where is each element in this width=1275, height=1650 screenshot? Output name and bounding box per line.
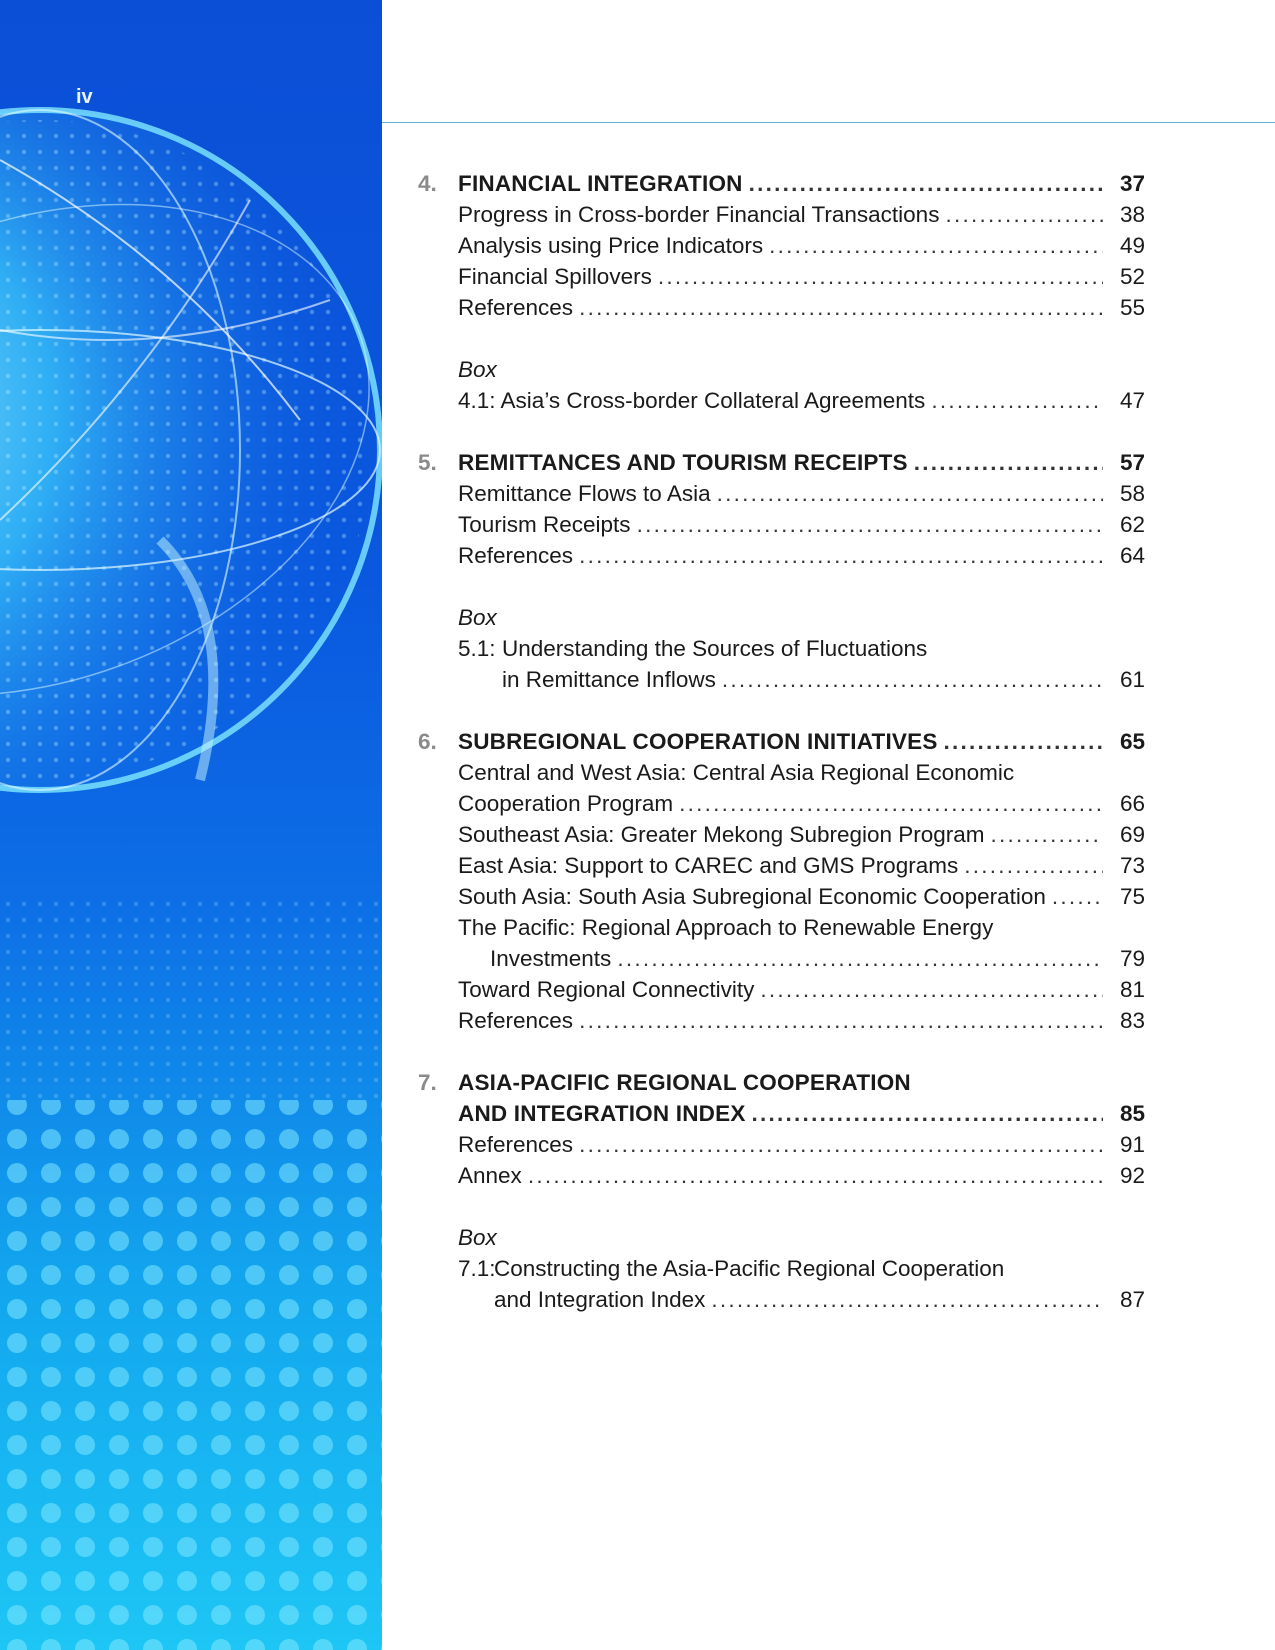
entry-label: The Pacific: Regional Approach to Renewable Energy [458, 915, 994, 940]
toc-entry[interactable] [418, 292, 1145, 323]
box-heading: Box [458, 605, 497, 630]
chapter-entry[interactable] [418, 1098, 1145, 1129]
entry-label: Investments [490, 946, 612, 971]
leader-dots [679, 788, 1103, 819]
box-entry[interactable] [418, 385, 1145, 416]
chapter-title: FINANCIAL INTEGRATION [458, 171, 743, 196]
entry-label: Financial Spillovers [458, 264, 652, 289]
entry-label: References [458, 543, 574, 568]
page-ref: 75 [1119, 884, 1145, 909]
toc-entry[interactable] [418, 1129, 1145, 1160]
box-title: Asia’s Cross-border Collateral Agreements [500, 388, 926, 413]
spacer [418, 416, 1145, 447]
entry-label: Central and West Asia: Central Asia Regional Economic [458, 760, 1015, 785]
page-ref: 47 [1119, 388, 1145, 413]
toc-entry[interactable] [418, 261, 1145, 292]
chapter-number: 7. [418, 1070, 437, 1095]
page-ref: 83 [1119, 1008, 1145, 1033]
spacer [418, 695, 1145, 726]
leader-dots [945, 199, 1103, 230]
spacer [418, 1191, 1145, 1222]
chapter-title: SUBREGIONAL COOPERATION INITIATIVES [458, 729, 938, 754]
page-ref: 66 [1119, 791, 1145, 816]
page-ref: 55 [1119, 295, 1145, 320]
leader-dots [528, 1160, 1103, 1191]
leader-dots [579, 540, 1103, 571]
entry-label: South Asia: South Asia Subregional Economic Cooperation [458, 884, 1046, 909]
entry-label: Annex [458, 1163, 522, 1188]
chapter-entry[interactable] [418, 447, 1145, 478]
leader-dots [579, 1129, 1103, 1160]
leader-dots [914, 447, 1103, 478]
cover-globe-artwork [0, 0, 382, 1650]
page-ref: 85 [1119, 1101, 1145, 1126]
entry-label: References [458, 295, 574, 320]
toc-entry[interactable] [418, 943, 1145, 974]
toc-entry[interactable] [418, 850, 1145, 881]
box-number: 5.1: [458, 636, 496, 661]
page-ref: 64 [1119, 543, 1145, 568]
toc-entry-line[interactable] [418, 757, 1145, 788]
toc-entry[interactable] [418, 199, 1145, 230]
leader-dots [717, 478, 1103, 509]
page-ref: 38 [1119, 202, 1145, 227]
entry-label: Tourism Receipts [458, 512, 631, 537]
box-entry-line[interactable] [418, 1253, 1145, 1284]
leader-dots [579, 292, 1103, 323]
chapter-entry[interactable] [418, 168, 1145, 199]
box-entry[interactable] [418, 664, 1145, 695]
entry-label: Southeast Asia: Greater Mekong Subregion Program [458, 822, 985, 847]
leader-dots [711, 1284, 1103, 1315]
entry-label: References [458, 1132, 574, 1157]
leader-dots [944, 726, 1103, 757]
entry-label: and Integration Index [494, 1287, 706, 1312]
box-title: Constructing the Asia-Pacific Regional Cooperation [494, 1256, 1005, 1281]
page-ref: 49 [1119, 233, 1145, 258]
entry-label: Analysis using Price Indicators [458, 233, 764, 258]
chapter-number: 5. [418, 450, 437, 475]
box-entry-line[interactable] [418, 633, 1145, 664]
toc-entry[interactable] [418, 478, 1145, 509]
leader-dots [658, 261, 1103, 292]
leader-dots [964, 850, 1103, 881]
toc-entry[interactable] [418, 1160, 1145, 1191]
leader-dots [931, 385, 1103, 416]
page-ref: 81 [1119, 977, 1145, 1002]
toc-entry[interactable] [418, 540, 1145, 571]
page-ref: 79 [1119, 946, 1145, 971]
page-ref: 61 [1119, 667, 1145, 692]
leader-dots [769, 230, 1103, 261]
box-entry[interactable] [418, 1284, 1145, 1315]
entry-label [458, 385, 925, 416]
toc-entry[interactable] [418, 230, 1145, 261]
header-rule [382, 122, 1275, 123]
box-heading: Box [458, 1225, 497, 1250]
page-ref: 52 [1119, 264, 1145, 289]
page-ref: 87 [1119, 1287, 1145, 1312]
leader-dots [752, 1098, 1103, 1129]
chapter-title: AND INTEGRATION INDEX [458, 1101, 746, 1126]
leader-dots [991, 819, 1103, 850]
entry-label: Toward Regional Connectivity [458, 977, 755, 1002]
chapter-title: ASIA-PACIFIC REGIONAL COOPERATION [458, 1070, 911, 1095]
entry-label: East Asia: Support to CAREC and GMS Programs [458, 853, 959, 878]
leader-dots [617, 943, 1103, 974]
page-number: iv [76, 86, 93, 108]
toc-entry[interactable] [418, 881, 1145, 912]
page-ref: 91 [1119, 1132, 1145, 1157]
entry-label: Progress in Cross-border Financial Transactions [458, 202, 940, 227]
table-of-contents [418, 168, 1145, 1315]
page-ref: 62 [1119, 512, 1145, 537]
toc-entry[interactable] [418, 974, 1145, 1005]
spacer [418, 571, 1145, 602]
box-title: Understanding the Sources of Fluctuations [502, 636, 928, 661]
spacer [418, 323, 1145, 354]
spacer [418, 1036, 1145, 1067]
toc-entry[interactable] [418, 509, 1145, 540]
leader-dots [760, 974, 1103, 1005]
chapter-number: 6. [418, 729, 437, 754]
entry-label: in Remittance Inflows [502, 667, 716, 692]
entry-label: Cooperation Program [458, 791, 674, 816]
globe-graphic [0, 0, 382, 1650]
box-number: 7.1: [458, 1256, 496, 1281]
box-heading: Box [458, 357, 497, 382]
leader-dots [579, 1005, 1103, 1036]
box-number: 4.1: [458, 388, 496, 413]
page-ref: 92 [1119, 1163, 1145, 1188]
leader-dots [749, 168, 1103, 199]
page-ref: 58 [1119, 481, 1145, 506]
entry-label: Remittance Flows to Asia [458, 481, 711, 506]
toc-entry[interactable] [418, 1005, 1145, 1036]
chapter-entry[interactable] [418, 726, 1145, 757]
page-ref: 37 [1119, 171, 1145, 196]
entry-label: References [458, 1008, 574, 1033]
page-ref: 69 [1119, 822, 1145, 847]
toc-entry-line[interactable] [418, 912, 1145, 943]
page-ref: 57 [1119, 450, 1145, 475]
page-ref: 65 [1119, 729, 1145, 754]
chapter-title: REMITTANCES AND TOURISM RECEIPTS [458, 450, 908, 475]
chapter-entry-line[interactable] [418, 1067, 1145, 1098]
leader-dots [722, 664, 1103, 695]
chapter-number: 4. [418, 171, 437, 196]
leader-dots [1052, 881, 1103, 912]
leader-dots [637, 509, 1103, 540]
toc-entry[interactable] [418, 788, 1145, 819]
toc-entry[interactable] [418, 819, 1145, 850]
page-ref: 73 [1119, 853, 1145, 878]
